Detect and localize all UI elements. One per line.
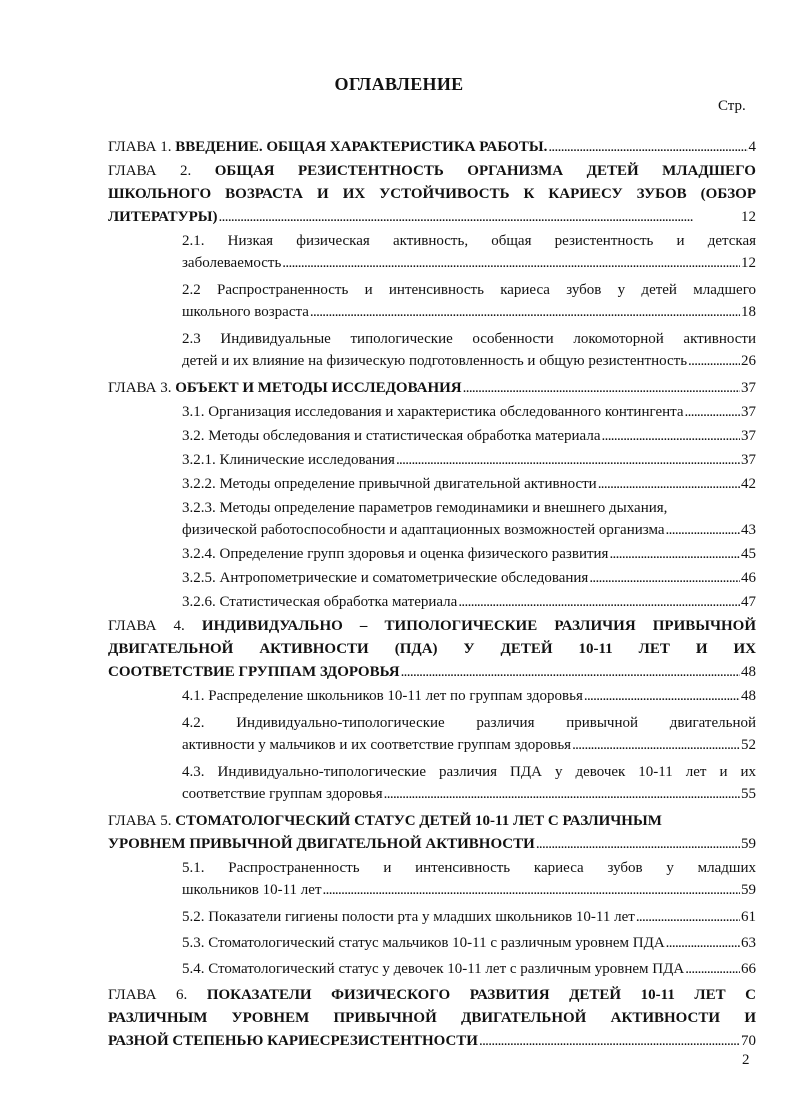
leader-dots [396,449,740,471]
leader-dots [589,567,740,589]
leader-dots [636,906,740,928]
section-title: 3.1. Организация исследования и характеристика обследованного контингента [182,404,684,420]
chapter-title-line: ШКОЛЬНОГО ВОЗРАСТА И ИХ УСТОЙЧИВОСТЬ К КАРИЕСУ ЗУБОВ (ОБЗОР [108,186,756,202]
leader-dots [310,301,740,323]
toc-section-2-1[interactable] [182,230,756,274]
section-title-line: 2.2 Распространенность и интенсивность кариеса зубов у детей младшего [182,282,756,298]
section-title-line: 2.1. Низкая физическая активность, общая резистентность и детская [182,233,756,249]
leader-dots [666,932,740,954]
chapter-title-line: СТОМАТОЛОГЧЕСКИЙ СТАТУС ДЕТЕЙ 10-11 ЛЕТ С РАЗЛИЧНЫМ [175,813,662,829]
toc-section-3-1[interactable] [182,401,756,423]
page-ref: 48 [741,688,756,704]
page-ref: 66 [741,961,756,977]
section-title-line: 4.3. Индивидуально-типологические различия ПДА у девочек 10-11 лет и их [182,764,756,780]
leader-dots [384,783,740,805]
leader-dots [598,473,740,495]
chapter-prefix: ГЛАВА 2. [108,163,215,179]
section-title: 3.2.4. Определение групп здоровья и оценка физического развития [182,546,609,562]
page-number: 2 [742,1052,750,1068]
page-ref: 26 [741,353,756,369]
page-ref: 42 [741,476,756,492]
leader-dots [479,1030,740,1053]
page-ref: 45 [741,546,756,562]
toc-section-2-2[interactable] [182,279,756,323]
page-ref: 63 [741,935,756,951]
chapter-prefix: ГЛАВА 3. [108,380,176,396]
toc-chapter-3[interactable] [108,377,756,400]
page-ref: 55 [741,786,756,802]
page-ref: 52 [741,737,756,753]
toc-chapter-2[interactable] [108,160,756,229]
toc-section-4-1[interactable] [182,685,756,707]
section-title-line: школьников 10-11 лет [182,882,322,898]
leader-dots [572,734,740,756]
table-of-contents [108,136,756,1054]
leader-dots [666,519,740,541]
page-ref: 70 [741,1033,756,1049]
leader-dots [401,661,740,684]
page-ref: 18 [741,304,756,320]
toc-section-2-3[interactable] [182,328,756,372]
toc-section-3-2-5[interactable] [182,567,756,589]
toc-chapter-5[interactable] [108,810,756,856]
chapter-prefix: ГЛАВА 1. [108,139,176,155]
chapter-title: ОБЪЕКТ И МЕТОДЫ ИССЛЕДОВАНИЯ [175,380,462,396]
section-title: 4.1. Распределение школьников 10-11 лет по группам здоровья [182,688,583,704]
page-ref: 47 [741,594,756,610]
page-ref: 12 [741,209,756,225]
leader-dots [463,377,740,400]
leader-dots [282,252,740,274]
toc-section-5-3[interactable] [182,932,756,954]
toc-section-5-2[interactable] [182,906,756,928]
section-title: 3.2.1. Клинические исследования [182,452,395,468]
toc-section-3-2[interactable] [182,425,756,447]
section-title-line: 2.3 Индивидуальные типологические особенности локомоторной активности [182,331,756,347]
page-title: ОГЛАВЛЕНИЕ [334,74,464,94]
toc-section-3-2-1[interactable] [182,449,756,471]
section-title-line: 4.2. Индивидуально-типологические различия привычной двигательной [182,715,756,731]
section-title: 5.3. Стоматологический статус мальчиков 10-11 с различным уровнем ПДА [182,935,665,951]
section-title-line: соответствие группам здоровья [182,786,383,802]
toc-chapter-1[interactable] [108,136,756,159]
leader-dots [536,833,740,856]
toc-chapter-6[interactable] [108,984,756,1053]
chapter-title-line: ИНДИВИДУАЛЬНО – ТИПОЛОГИЧЕСКИЕ РАЗЛИЧИЯ ПРИВЫЧНОЙ [201,618,756,634]
chapter-title-line: ПОКАЗАТЕЛИ ФИЗИЧЕСКОГО РАЗВИТИЯ ДЕТЕЙ 10-11 ЛЕТ С [206,987,756,1003]
section-title-line: школьного возраста [182,304,309,320]
chapter-title-line: СООТВЕТСТВИЕ ГРУППАМ ЗДОРОВЬЯ [108,664,400,680]
leader-dots [602,425,741,447]
page-ref: 37 [741,428,756,444]
section-title-line: заболеваемость [182,255,282,271]
toc-section-3-2-6[interactable] [182,591,756,613]
leader-dots [548,136,747,159]
section-title: 3.2.5. Антропометрические и соматометрические обследования [182,570,589,586]
page-ref: 59 [741,836,756,852]
toc-section-4-2[interactable] [182,712,756,756]
chapter-prefix: ГЛАВА 5. [108,813,176,829]
leader-dots [323,879,740,901]
page-column-label: Стр. [718,98,746,114]
page-ref: 37 [741,404,756,420]
chapter-prefix: ГЛАВА 6. [108,987,207,1003]
section-title: 5.4. Стоматологический статус у девочек 10-11 лет с различным уровнем ПДА [182,961,685,977]
page-ref: 4 [748,139,756,155]
section-title-line: активности у мальчиков и их соответствие группам здоровья [182,737,572,753]
page-ref: 37 [741,452,756,468]
toc-section-3-2-4[interactable] [182,543,756,565]
leader-dots [458,591,740,613]
page-ref: 59 [741,882,756,898]
chapter-title-line: РАЗНОЙ СТЕПЕНЬЮ КАРИЕСРЕЗИСТЕНТНОСТИ [108,1033,478,1049]
toc-chapter-4[interactable] [108,615,756,684]
page-ref: 43 [741,522,756,538]
page-ref: 48 [741,664,756,680]
chapter-title-line: РАЗЛИЧНЫМ УРОВНЕМ ПРИВЫЧНОЙ ДВИГАТЕЛЬНОЙ АКТИВНОСТИ И [108,1010,756,1026]
section-title: 3.2. Методы обследования и статистическая обработка материала [182,428,601,444]
toc-section-3-2-3[interactable] [182,497,756,541]
chapter-title-line: ОБЩАЯ РЕЗИСТЕНТНОСТЬ ОРГАНИЗМА ДЕТЕЙ МЛАДШЕГО [214,163,756,179]
leader-dots [609,543,740,565]
leader-dots [685,958,740,980]
chapter-title-line: ДВИГАТЕЛЬНОЙ АКТИВНОСТИ (ПДА) У ДЕТЕЙ 10-11 ЛЕТ И ИХ [108,641,756,657]
section-title-line: физической работоспособности и адаптационных возможностей организма [182,522,665,538]
toc-section-5-1[interactable] [182,857,756,901]
leader-dots [685,401,740,423]
page-ref: 61 [741,909,756,925]
section-title: 5.2. Показатели гигиены полости рта у младших школьников 10-11 лет [182,909,635,925]
section-title: 3.2.6. Статистическая обработка материала [182,594,458,610]
page-ref: 46 [741,570,756,586]
toc-section-3-2-2[interactable] [182,473,756,495]
chapter-title: ВВЕДЕНИЕ. ОБЩАЯ ХАРАКТЕРИСТИКА РАБОТЫ. [175,139,548,155]
toc-section-4-3[interactable] [182,761,756,805]
page-ref: 37 [741,380,756,396]
leader-dots [584,685,740,707]
section-title-line: 5.1. Распространенность и интенсивность кариеса зубов у младших [182,860,756,876]
chapter-title-line: УРОВНЕМ ПРИВЫЧНОЙ ДВИГАТЕЛЬНОЙ АКТИВНОСТИ [108,836,535,852]
section-title-line: детей и их влияние на физическую подготовленность и общую резистентность [182,353,688,369]
section-title: 3.2.2. Методы определение привычной двигательной активности [182,476,597,492]
chapter-prefix: ГЛАВА 4. [108,618,202,634]
toc-section-5-4[interactable] [182,958,756,980]
page-ref: 12 [741,255,756,271]
leader-dots [219,206,740,229]
chapter-title-line: ЛИТЕРАТУРЫ) [108,209,218,225]
leader-dots [688,350,740,372]
section-title-line: 3.2.3. Методы определение параметров гемодинамики и внешнего дыхания, [182,500,668,516]
